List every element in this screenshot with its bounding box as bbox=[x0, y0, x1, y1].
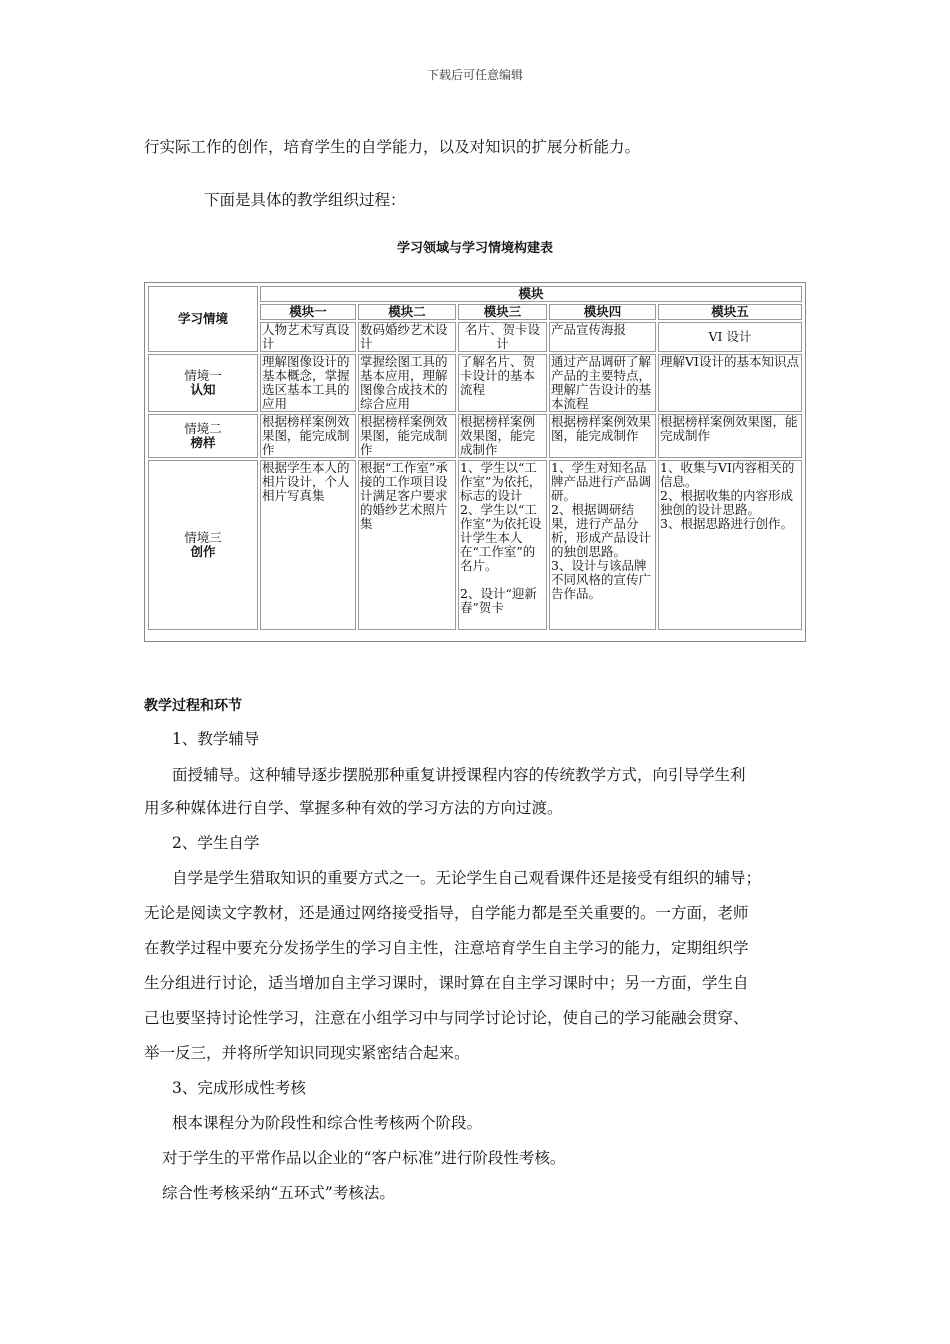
intro-line-2: 下面是具体的教学组织过程： bbox=[204, 191, 406, 209]
module-header: 模块五 bbox=[658, 304, 802, 320]
row-header bbox=[148, 354, 258, 412]
paragraph-line: 根本课程分为阶段性和综合性考核两个阶段。 bbox=[172, 1114, 483, 1132]
table-cell: 根据榜样案例效果图，能完成制作 bbox=[658, 414, 802, 458]
intro-line: 行实际工作的创作，培育学生的自学能力，以及对知识的扩展分析能力。 bbox=[144, 138, 641, 156]
module-header: 模块三 bbox=[458, 304, 547, 320]
table-cell: 根据榜样案例效果图，能完成制作 bbox=[260, 414, 356, 458]
row-label-bold: 认知 bbox=[190, 382, 216, 397]
row-header bbox=[148, 414, 258, 458]
paragraph-line: 面授辅导。这种辅导逐步摆脱那种重复讲授课程内容的传统教学方式，向引导学生利 bbox=[172, 766, 746, 784]
project-cell: 人物艺术写真设计 bbox=[260, 322, 356, 352]
page-header: 下载后可任意编辑 bbox=[426, 68, 523, 82]
row-label: 情境三 bbox=[184, 530, 222, 545]
table-cell: 根据榜样案例效果图，能完成制作 bbox=[458, 414, 547, 458]
paragraph-line: 用多种媒体进行自学、掌握多种有效的学习方法的方向过渡。 bbox=[144, 799, 563, 817]
section-title: 教学过程和环节 bbox=[144, 698, 242, 714]
project-cell: 名片、贺卡设计 bbox=[458, 322, 547, 352]
row-label-bold: 榜样 bbox=[190, 435, 216, 450]
table-cell: 1、学生对知名品牌产品进行产品调研。 2、根据调研结果，进行产品分析，形成产品设计的独创思路。 3、设计与该品牌不同风格的宣传广告作品。 bbox=[549, 460, 656, 630]
table-cell: 根据学生本人的相片设计，个人相片写真集 bbox=[260, 460, 356, 630]
table-cell: 根据榜样案例效果图，能完成制作 bbox=[358, 414, 456, 458]
table-cell: 根据“工作室”承接的工作项目设计满足客户要求的婚纱艺术照片集 bbox=[358, 460, 456, 630]
row-header bbox=[148, 460, 258, 630]
paragraph-line: 综合性考核采纳“五环式”考核法。 bbox=[162, 1184, 395, 1202]
paragraph-line: 自学是学生猎取知识的重要方式之一。无论学生自己观看课件还是接受有组织的辅导； bbox=[172, 869, 762, 887]
table-cell: 掌握绘图工具的基本应用，理解图像合成技术的综合应用 bbox=[358, 354, 456, 412]
table-cell: 理解图像设计的基本概念，掌握选区基本工具的应用 bbox=[260, 354, 356, 412]
module-header: 模块四 bbox=[549, 304, 656, 320]
subsection-title: 2、学生自学 bbox=[172, 834, 260, 852]
project-cell: VI 设计 bbox=[658, 322, 802, 352]
subsection-title: 1、教学辅导 bbox=[172, 730, 260, 748]
paragraph-line: 己也要坚持讨论性学习，注意在小组学习中与同学讨论讨论，使自己的学习能融会贯穿、 bbox=[144, 1009, 749, 1027]
row-label-bold: 创作 bbox=[190, 544, 216, 559]
paragraph-line: 对于学生的平常作品以企业的“客户标准”进行阶段性考核。 bbox=[162, 1149, 566, 1167]
paragraph-line: 举一反三，并将所学知识同现实紧密结合起来。 bbox=[144, 1044, 470, 1062]
row-label: 情境一 bbox=[184, 368, 222, 383]
row-label: 情境二 bbox=[184, 421, 222, 436]
table-cell: 了解名片、贺卡设计的基本流程 bbox=[458, 354, 547, 412]
module-header: 模块一 bbox=[260, 304, 356, 320]
corner-header: 学习情境 bbox=[148, 286, 258, 352]
learning-situation-table bbox=[146, 284, 804, 632]
subsection-title: 3、完成形成性考核 bbox=[172, 1079, 306, 1097]
paragraph-line: 在教学过程中要充分发扬学生的学习自主性，注意培育学生自主学习的能力，定期组织学 bbox=[144, 939, 749, 957]
table-caption: 学习领域与学习情境构建表 bbox=[396, 241, 553, 256]
table-cell: 理解VI设计的基本知识点 bbox=[658, 354, 802, 412]
table-cell: 通过产品调研了解产品的主要特点，理解广告设计的基本流程 bbox=[549, 354, 656, 412]
paragraph-line: 无论是阅读文字教材，还是通过网络接受指导，自学能力都是至关重要的。一方面，老师 bbox=[144, 904, 749, 922]
table-cell: 根据榜样案例效果图，能完成制作 bbox=[549, 414, 656, 458]
project-cell: 产品宣传海报 bbox=[549, 322, 656, 352]
module-header: 模块二 bbox=[358, 304, 456, 320]
table-cell: 1、学生以“工作室”为依托，标志的设计 2、学生以“工作室”为依托设计学生本人在“工作室”的名片。 2、设计“迎新春”贺卡 bbox=[458, 460, 547, 630]
table-cell: 1、收集与VI内容相关的信息。 2、根据收集的内容形成独创的设计思路。 3、根据思路进行创作。 bbox=[658, 460, 802, 630]
module-group-header: 模块 bbox=[260, 286, 802, 302]
paragraph-line: 生分组进行讨论，适当增加自主学习课时，课时算在自主学习课时中；另一方面，学生自 bbox=[144, 974, 749, 992]
project-cell: 数码婚纱艺术设计 bbox=[358, 322, 456, 352]
